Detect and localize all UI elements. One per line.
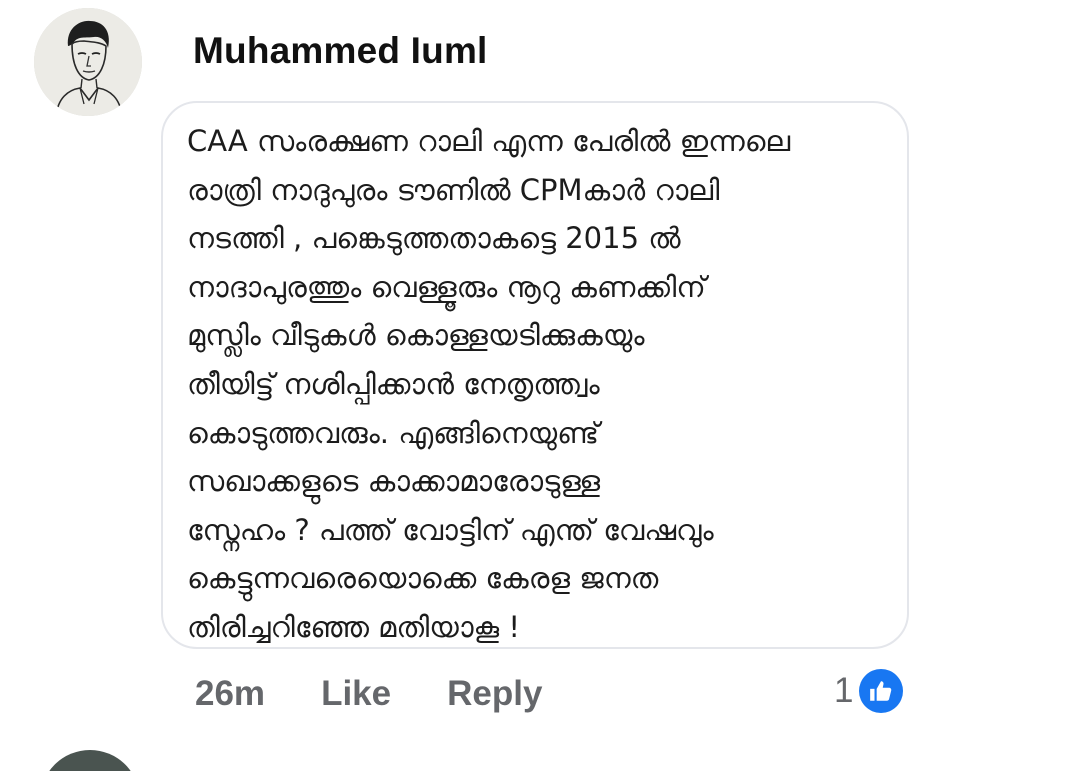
comment-text-line: കെട്ടുന്നവരെയൊക്കെ കേരള ജനത bbox=[187, 561, 659, 596]
comment-text-line: നടത്തി , പങ്കെടുത്തതാകട്ടെ 2015 ൽ bbox=[187, 221, 681, 256]
comment-text-line: മുസ്ലിം വീടുകൾ കൊള്ളയടിക്കുകയും bbox=[187, 318, 645, 353]
comment-author-name[interactable]: Muhammed Iuml bbox=[193, 30, 488, 71]
reaction-summary[interactable] bbox=[834, 668, 903, 714]
comment-bubble bbox=[161, 101, 909, 649]
comment-text-line: CAA സംരക്ഷണ റാലി എന്ന പേരിൽ ഇന്നലെ bbox=[187, 124, 791, 158]
reply-button[interactable]: Reply bbox=[447, 674, 543, 713]
like-button[interactable]: Like bbox=[321, 674, 392, 713]
comment-text-line: നാദാപുരത്തും വെള്ളൂരും നൂറു കണക്കിന് bbox=[187, 269, 706, 304]
comment-text-line: രാത്രി നാദുപുരം ടൗണിൽ CPMകാർ റാലി bbox=[187, 172, 720, 207]
comment-text-line: തിരിച്ചറിഞ്ഞേ മതിയാകൂ ! bbox=[187, 609, 520, 644]
author-avatar[interactable] bbox=[34, 8, 142, 116]
comment-text-line: കൊടുത്തവരും. എങ്ങിനെയുണ്ട് bbox=[187, 415, 599, 450]
comment-actions bbox=[195, 672, 542, 716]
thumbs-up-icon bbox=[859, 669, 903, 713]
comment-text-line: തീയിട്ട് നശിപ്പിക്കാൻ നേതൃത്ത്വം bbox=[187, 366, 600, 401]
profile-sketch-icon bbox=[34, 8, 142, 116]
reaction-count: 1 bbox=[834, 671, 854, 710]
comment-timestamp[interactable]: 26m bbox=[195, 674, 266, 713]
comment-text-line: സഖാക്കളുടെ കാക്കാമാരോടുള്ള bbox=[187, 464, 601, 499]
next-comment-avatar[interactable] bbox=[40, 750, 140, 771]
comment-text-line: സ്നേഹം ? പത്ത് വോട്ടിന് എന്ത് വേഷവും bbox=[187, 512, 714, 547]
